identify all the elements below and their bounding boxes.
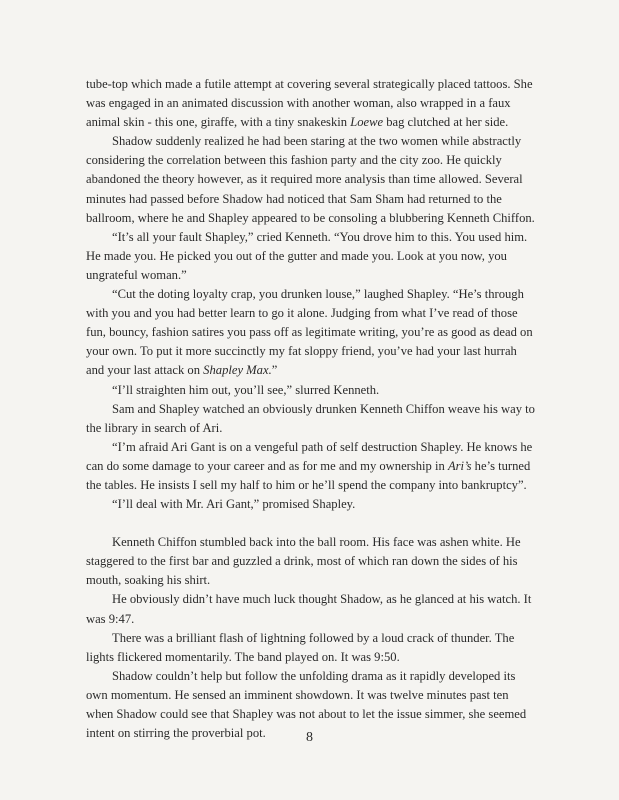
italic-text: Shapley Max.: [203, 363, 272, 378]
paragraph: [86, 533, 536, 590]
text-segment: “I’m afraid Ari Gant is on a vengeful path of self destruction Shapley. He knows he can do some damage to your career and as for me and my ownership in: [86, 439, 533, 473]
paragraph: [86, 590, 536, 628]
text-segment: Sam and Shapley watched an obviously drunken Kenneth Chiffon weave his way to the library in search of Ari.: [86, 401, 535, 435]
italic-text: Loewe: [350, 115, 384, 130]
text-segment: “I’ll deal with Mr. Ari Gant,” promised Shapley.: [112, 497, 356, 512]
text-segment: ”: [271, 363, 278, 378]
text-segment: bag clutched at her side.: [383, 115, 509, 130]
text-segment: tube-top which made a futile attempt at covering several strategically placed tattoos. She was engaged in an animated discussion with another woman, also wrapped in a faux animal skin - this one, giraffe, with a tiny snakeskin: [86, 77, 533, 130]
text-segment: he’s turned the tables. He insists I sell my half to him or he’ll spend the company into bankruptcy”.: [86, 458, 531, 492]
page-number: 8: [306, 730, 313, 745]
paragraph: [86, 132, 536, 227]
paragraph: [86, 381, 536, 400]
paragraph: [86, 438, 536, 495]
paragraph: [86, 629, 536, 667]
text-segment: “I’ll straighten him out, you’ll see,” slurred Kenneth.: [112, 382, 380, 397]
text-segment: He obviously didn’t have much luck thought Shadow, as he glanced at his watch. It was 9:47.: [86, 592, 532, 626]
italic-text: Ari’s: [447, 458, 472, 473]
text-segment: Shadow suddenly realized he had been staring at the two women while abstractly considering the correlation between this fashion party and the city zoo. He quickly abandoned the theory however, as it required more analysis than time allowed. Several minutes had passed before Shadow had noticed that Sam Sham had returned to the ballroom, where he and Shapley appeared to be consoling a blubbering Kenneth Chiffon.: [86, 134, 535, 225]
text-segment: Shadow couldn’t help but follow the unfolding drama as it rapidly developed its own momentum. He sensed an imminent showdown. It was twelve minutes past ten when Shadow could see that Shapley was not about to let the issue simmer, she seemed intent on stirring the proverbial pot.: [86, 668, 527, 741]
text-segment: Kenneth Chiffon stumbled back into the ball room. His face was ashen white. He staggered to the first bar and guzzled a drink, most of which ran down the sides of his mouth, soaking his shirt.: [86, 535, 521, 588]
text-segment: There was a brilliant flash of lightning followed by a loud crack of thunder. The lights flickered momentarily. The band played on. It was 9:50.: [86, 630, 515, 664]
text-segment: “Cut the doting loyalty crap, you drunken louse,” laughed Shapley. “He’s through with you and you had better learn to go it alone. Judging from what I’ve read of those fun, bouncy, fashion satires you pass off as legitimate writing, you’re as good as dead on your own. To put it more succinctly my fat sloppy friend, you’ve had your last hurrah and your last attack on: [86, 287, 533, 378]
text-segment: “It’s all your fault Shapley,” cried Kenneth. “You drove him to this. You used him. He made you. He picked you out of the gutter and made you. Look at you now, you ungrateful woman.”: [86, 229, 528, 282]
paragraph: [86, 228, 536, 285]
paragraph: [86, 285, 536, 380]
paragraph: [86, 495, 536, 514]
paragraph: [86, 75, 536, 132]
body-text: [86, 75, 536, 743]
paragraph: [86, 400, 536, 438]
